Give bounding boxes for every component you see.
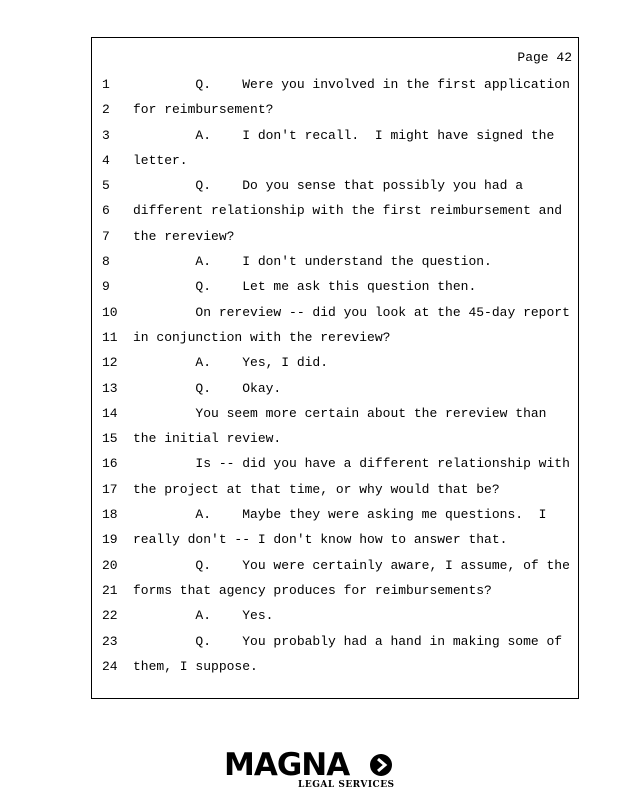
transcript-line [92, 249, 578, 274]
line-text: A. I don't understand the question. [133, 254, 492, 270]
logo-wordmark: MAGNA [224, 747, 350, 783]
line-number: 20 [102, 557, 118, 573]
page-number: Page 42 [517, 50, 572, 65]
line-text: Q. Let me ask this question then. [133, 279, 477, 295]
line-number: 23 [102, 633, 118, 649]
line-number: 21 [102, 582, 118, 598]
transcript-line [92, 123, 578, 148]
transcript-page [91, 37, 579, 699]
line-number: 10 [102, 304, 118, 320]
line-text: the project at that time, or why would that be? [133, 481, 500, 497]
transcript-line [92, 654, 578, 679]
line-text: On rereview -- did you look at the 45-day report [133, 304, 570, 320]
transcript-line [92, 97, 578, 122]
line-number: 4 [102, 152, 110, 168]
transcript-line [92, 198, 578, 223]
line-number: 9 [102, 279, 110, 295]
transcript-line [92, 72, 578, 97]
transcript-line [92, 553, 578, 578]
line-number: 11 [102, 329, 118, 345]
transcript-line [92, 173, 578, 198]
line-number: 6 [102, 203, 110, 219]
line-number: 24 [102, 658, 118, 674]
magna-logo [224, 748, 396, 792]
line-text: A. Maybe they were asking me questions. I [133, 507, 547, 523]
transcript-line [92, 603, 578, 628]
line-number: 2 [102, 102, 110, 118]
transcript-lines [92, 72, 578, 679]
line-number: 5 [102, 178, 110, 194]
line-text: A. Yes. [133, 608, 274, 624]
transcript-line [92, 325, 578, 350]
transcript-line [92, 401, 578, 426]
line-text: You seem more certain about the rereview than [133, 405, 547, 421]
transcript-line [92, 477, 578, 502]
line-text: Is -- did you have a different relationship with [133, 456, 570, 472]
line-text: A. I don't recall. I might have signed the [133, 127, 555, 143]
line-text: the rereview? [133, 228, 235, 244]
line-text: for reimbursement? [133, 102, 274, 118]
line-text: letter. [133, 152, 188, 168]
transcript-line [92, 274, 578, 299]
line-text: A. Yes, I did. [133, 355, 329, 371]
transcript-line [92, 527, 578, 552]
transcript-line [92, 578, 578, 603]
line-number: 1 [102, 77, 110, 92]
line-text: really don't -- I don't know how to answer that. [133, 532, 508, 548]
transcript-line [92, 502, 578, 527]
line-text: Q. Okay. [133, 380, 282, 396]
line-text: Q. Were you involved in the first application [133, 77, 570, 92]
line-number: 8 [102, 254, 110, 270]
transcript-line [92, 148, 578, 173]
transcript-line [92, 224, 578, 249]
line-number: 13 [102, 380, 118, 396]
line-number: 18 [102, 507, 118, 523]
transcript-line [92, 376, 578, 401]
logo-arrow-icon [370, 754, 392, 776]
line-number: 22 [102, 608, 118, 624]
line-text: them, I suppose. [133, 658, 258, 674]
logo-tagline: LEGAL SERVICES [298, 780, 395, 790]
line-number: 7 [102, 228, 110, 244]
transcript-line [92, 451, 578, 476]
line-number: 16 [102, 456, 118, 472]
transcript-line [92, 350, 578, 375]
line-number: 19 [102, 532, 118, 548]
line-text: Q. You were certainly aware, I assume, of the [133, 557, 570, 573]
transcript-line [92, 426, 578, 451]
line-text: in conjunction with the rereview? [133, 329, 391, 345]
line-text: different relationship with the first reimbursement and [133, 203, 563, 219]
transcript-line [92, 629, 578, 654]
line-text: the initial review. [133, 431, 282, 447]
line-text: forms that agency produces for reimbursements? [133, 582, 492, 598]
line-number: 3 [102, 127, 110, 143]
line-text: Q. Do you sense that possibly you had a [133, 178, 524, 194]
line-number: 17 [102, 481, 118, 497]
line-number: 15 [102, 431, 118, 447]
transcript-line [92, 300, 578, 325]
line-number: 12 [102, 355, 118, 371]
line-text: Q. You probably had a hand in making some of [133, 633, 563, 649]
line-number: 14 [102, 405, 118, 421]
